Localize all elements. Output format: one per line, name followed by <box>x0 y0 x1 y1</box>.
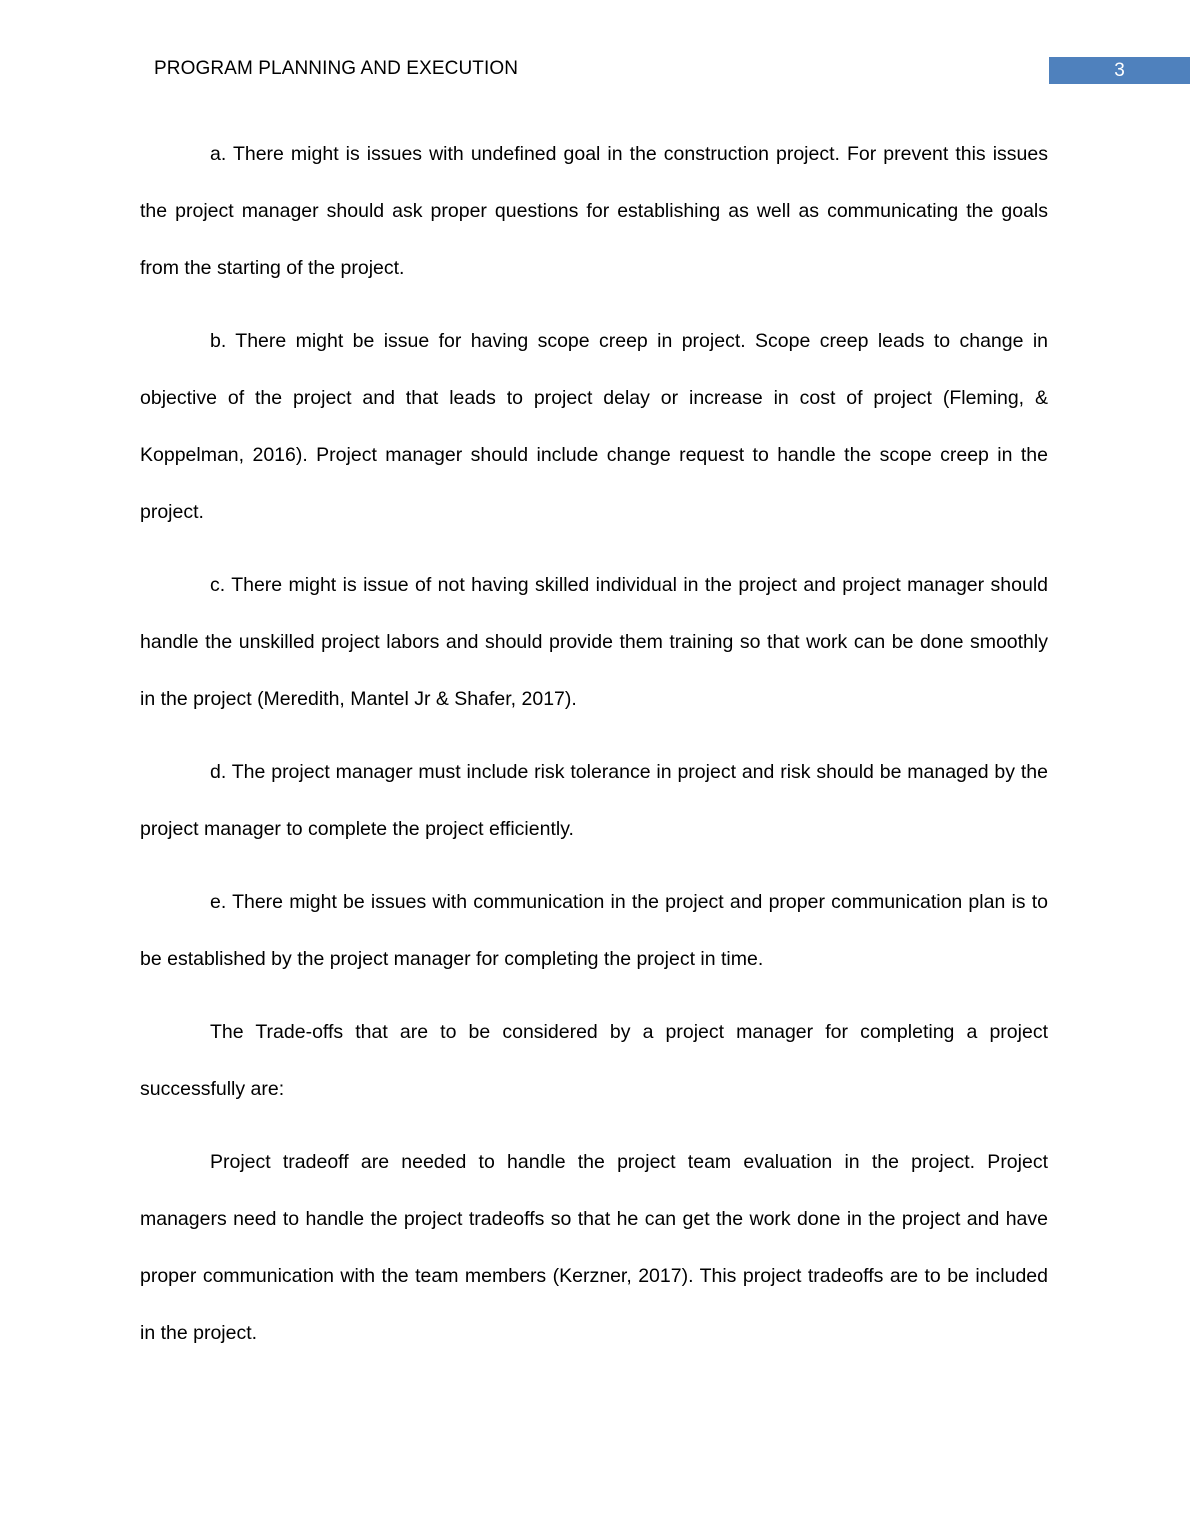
document-body <box>140 126 1048 1378</box>
paragraph-b: b. There might be issue for having scope creep in project. Scope creep leads to change in objective of the project and that leads to project delay or increase in cost of project (Fleming, & Koppelman, 2016). Project manager should include change request to handle the scope creep in the project. <box>140 330 1048 523</box>
paragraph-tradeoffs-intro: The Trade-offs that are to be considered by a project manager for completing a project successfully are: <box>140 1021 1048 1100</box>
paragraph-a: a. There might is issues with undefined goal in the construction project. For prevent this issues the project manager should ask proper questions for establishing as well as communicating the goals from the starting of the project. <box>140 143 1048 279</box>
page-number: 3 <box>1114 59 1125 81</box>
running-head-title: PROGRAM PLANNING AND EXECUTION <box>154 58 519 79</box>
page-number-badge <box>1049 57 1190 84</box>
paragraph-tradeoffs-detail: Project tradeoff are needed to handle the project team evaluation in the project. Project managers need to handle the project tradeoffs so that he can get the work done in the project and have proper communication with the team members (Kerzner, 2017). This project tradeoffs are to be included in the project. <box>140 1151 1048 1344</box>
paragraph-d: d. The project manager must include risk tolerance in project and risk should be managed by the project manager to complete the project efficiently. <box>140 761 1048 840</box>
paragraph-e: e. There might be issues with communication in the project and proper communication plan is to be established by the project manager for completing the project in time. <box>140 891 1048 970</box>
paragraph-c: c. There might is issue of not having skilled individual in the project and project manager should handle the unskilled project labors and should provide them training so that work can be done smoothly in the project (Meredith, Mantel Jr & Shafer, 2017). <box>140 574 1048 710</box>
